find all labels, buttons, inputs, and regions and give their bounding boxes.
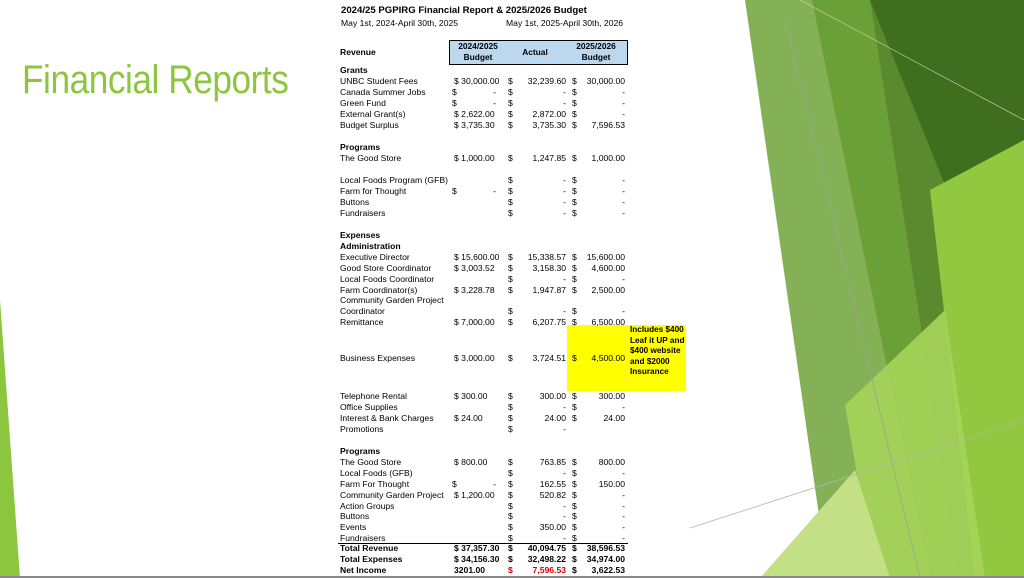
actual-value: 1,247.85	[532, 153, 566, 163]
budget-2425-value: $ 30,000.00	[454, 76, 500, 86]
budget-2526-value: -	[622, 208, 625, 218]
report-title: 2024/25 PGPIRG Financial Report & 2025/2026 Budget	[341, 5, 587, 16]
table-row	[338, 175, 638, 186]
budget-2526-dollar: $	[572, 153, 577, 163]
deco-shape-7	[0, 300, 20, 578]
actual-value: -	[563, 424, 566, 434]
budget-2526-dollar: $	[572, 468, 577, 478]
actual-dollar: $	[508, 457, 513, 467]
header-budget-2526-label: Budget	[581, 52, 611, 62]
budget-2526-dollar: $	[572, 186, 577, 196]
actual-dollar: $	[508, 501, 513, 511]
budget-2526-value: -	[622, 468, 625, 478]
row-label: Action Groups	[340, 501, 395, 511]
actual-dollar: $	[508, 424, 513, 434]
actual-dollar: $	[508, 413, 513, 423]
row-label: UNBC Student Fees	[340, 76, 418, 86]
actual-dollar: $	[508, 554, 513, 564]
actual-dollar: $	[508, 402, 513, 412]
budget-2526-value: 6,500.00	[591, 317, 625, 327]
actual-value: 2,872.00	[532, 109, 566, 119]
budget-2526-value: -	[622, 306, 625, 316]
header-budget-2526-year: 2025/2026	[576, 41, 616, 51]
business-expenses-note: Includes $400 Leaf it UP and $400 website and $2000 Insurance	[628, 325, 686, 391]
table-row	[338, 65, 638, 76]
budget-2526-value: 3,622.53	[591, 565, 625, 575]
actual-dollar: $	[508, 468, 513, 478]
budget-2425-value: $ 7,000.00	[454, 317, 495, 327]
budget-2526-value: -	[622, 402, 625, 412]
budget-2425-value: $ 300.00	[454, 391, 488, 401]
actual-value: 32,239.60	[527, 76, 566, 86]
row-label: The Good Store	[340, 153, 402, 163]
budget-2526-dollar: $	[572, 479, 577, 489]
budget-2526-dollar: $	[572, 263, 577, 273]
actual-value: -	[563, 186, 566, 196]
actual-value: 24.00	[544, 413, 566, 423]
budget-2425-value: $ 2,622.00	[454, 109, 495, 119]
actual-dollar: $	[508, 208, 513, 218]
row-label: Budget Surplus	[340, 120, 399, 130]
row-label: Local Foods Coordinator	[340, 274, 435, 284]
table-row	[338, 424, 638, 435]
budget-2526-dollar: $	[572, 87, 577, 97]
table-row	[338, 142, 638, 153]
budget-2526-dollar: $	[572, 533, 577, 543]
actual-value: 40,094.75	[527, 543, 566, 553]
actual-value: 3,724.51	[532, 353, 566, 363]
budget-2526-value: 7,596.53	[591, 120, 625, 130]
actual-dollar: $	[508, 543, 513, 553]
table-row	[338, 98, 638, 109]
budget-2526-dollar: $	[572, 391, 577, 401]
budget-2425-dash: -	[493, 98, 496, 108]
actual-value: 1,947.87	[532, 285, 566, 295]
budget-2526-value: 300.00	[598, 391, 625, 401]
actual-value: -	[563, 402, 566, 412]
budget-2425-value: $ 15,600.00	[454, 252, 500, 262]
budget-2526-value: 1,000.00	[591, 153, 625, 163]
budget-2526-value: -	[622, 109, 625, 119]
budget-2526-value: 30,000.00	[586, 76, 625, 86]
row-label: Net Income	[340, 565, 387, 575]
actual-value: 15,338.57	[527, 252, 566, 262]
row-label: Farm for Thought	[340, 186, 407, 196]
budget-2526-value: 38,596.53	[586, 543, 625, 553]
row-label: External Grant(s)	[340, 109, 406, 119]
actual-dollar: $	[508, 263, 513, 273]
budget-2526-dollar: $	[572, 457, 577, 467]
budget-2526-dollar: $	[572, 306, 577, 316]
actual-value: 300.00	[539, 391, 566, 401]
actual-value: 162.55	[539, 479, 566, 489]
actual-value: 3,158.30	[532, 263, 566, 273]
actual-value: 520.82	[539, 490, 566, 500]
row-label: Community Garden Project	[340, 295, 444, 305]
actual-dollar: $	[508, 153, 513, 163]
actual-value: 350.00	[539, 522, 566, 532]
row-label: Buttons	[340, 511, 370, 521]
table-row	[338, 511, 638, 522]
actual-dollar: $	[508, 120, 513, 130]
header-budget-2425-year: 2024/2025	[458, 41, 498, 51]
budget-2425-value: $ 800.00	[454, 457, 488, 467]
actual-value: -	[563, 98, 566, 108]
budget-2526-value: -	[622, 98, 625, 108]
table-row	[338, 120, 638, 131]
row-label: Farm For Thought	[340, 479, 410, 489]
actual-dollar: $	[508, 87, 513, 97]
actual-value: -	[563, 208, 566, 218]
table-row	[338, 522, 638, 533]
budget-2526-value: 150.00	[598, 479, 625, 489]
budget-2526-value: -	[622, 175, 625, 185]
budget-2425-dash: -	[493, 479, 496, 489]
row-label: Local Foods (GFB)	[340, 468, 413, 478]
actual-dollar: $	[508, 197, 513, 207]
budget-2425-dash: -	[493, 186, 496, 196]
actual-value: -	[563, 468, 566, 478]
table-row	[338, 153, 638, 164]
budget-2526-dollar: $	[572, 353, 577, 363]
budget-2526-value: 800.00	[598, 457, 625, 467]
row-label: Total Revenue	[340, 543, 399, 553]
budget-2425-value: 3201.00	[454, 565, 486, 575]
row-label: Canada Summer Jobs	[340, 87, 426, 97]
actual-value: -	[563, 306, 566, 316]
totals-rule-top	[338, 543, 628, 544]
table-row	[338, 295, 638, 306]
row-label: Local Foods Program (GFB)	[340, 175, 448, 185]
table-row	[338, 490, 638, 501]
table-row	[338, 87, 638, 98]
row-label: Green Fund	[340, 98, 386, 108]
budget-2526-value: -	[622, 87, 625, 97]
budget-2526-value: 34,974.00	[586, 554, 625, 564]
table-row	[338, 446, 638, 457]
budget-2526-dollar: $	[572, 208, 577, 218]
budget-2526-dollar: $	[572, 98, 577, 108]
budget-2526-value: 4,600.00	[591, 263, 625, 273]
budget-2425-dash: -	[493, 87, 496, 97]
row-label: Business Expenses	[340, 353, 415, 363]
budget-2526-value: 24.00	[603, 413, 625, 423]
header-budget-2425	[449, 40, 506, 65]
row-label: Farm Coordinator(s)	[340, 285, 418, 295]
header-actual: Actual	[505, 40, 565, 65]
budget-2425-value: $ 1,000.00	[454, 153, 495, 163]
row-label: Buttons	[340, 197, 370, 207]
row-label: Executive Director	[340, 252, 410, 262]
actual-value: 7,596.53	[532, 565, 566, 575]
table-row	[338, 391, 638, 402]
budget-2526-dollar: $	[572, 413, 577, 423]
budget-2526-value: -	[622, 522, 625, 532]
budget-2425-value: $ 37,357.30	[454, 543, 500, 553]
actual-value: -	[563, 511, 566, 521]
actual-value: -	[563, 197, 566, 207]
table-row	[338, 208, 638, 219]
row-label: Coordinator	[340, 306, 385, 316]
period-left: May 1st, 2024-April 30th, 2025	[341, 18, 459, 28]
actual-dollar: $	[508, 274, 513, 284]
row-label: Interest & Bank Charges	[340, 413, 434, 423]
actual-dollar: $	[508, 353, 513, 363]
actual-dollar: $	[508, 76, 513, 86]
budget-2425-value: $ 1,200.00	[454, 490, 495, 500]
budget-2425-dollar: $	[452, 186, 457, 196]
table-row	[338, 263, 638, 274]
budget-2526-dollar: $	[572, 76, 577, 86]
row-label: Programs	[340, 142, 381, 152]
actual-value: 763.85	[539, 457, 566, 467]
budget-2425-value: $ 3,735.30	[454, 120, 495, 130]
budget-2526-dollar: $	[572, 109, 577, 119]
budget-2526-dollar: $	[572, 501, 577, 511]
budget-2526-dollar: $	[572, 120, 577, 130]
budget-2526-value: -	[622, 274, 625, 284]
header-budget-2526	[565, 40, 628, 65]
slide-title: Financial Reports	[22, 58, 289, 102]
actual-dollar: $	[508, 98, 513, 108]
actual-dollar: $	[508, 391, 513, 401]
row-label: Good Store Coordinator	[340, 263, 432, 273]
actual-dollar: $	[508, 175, 513, 185]
budget-2526-dollar: $	[572, 511, 577, 521]
budget-2425-value: $ 3,003.52	[454, 263, 495, 273]
budget-2526-dollar: $	[572, 175, 577, 185]
budget-2425-value: $ 3,228.78	[454, 285, 495, 295]
budget-2425-dollar: $	[452, 87, 457, 97]
actual-value: 32,498.22	[527, 554, 566, 564]
budget-2526-dollar: $	[572, 543, 577, 553]
actual-dollar: $	[508, 565, 513, 575]
budget-2526-value: 4,500.00	[591, 353, 625, 363]
table-row	[338, 413, 638, 424]
row-label: Fundraisers	[340, 533, 386, 543]
budget-2526-value: -	[622, 186, 625, 196]
table-row	[338, 76, 638, 87]
budget-2526-dollar: $	[572, 554, 577, 564]
budget-2526-dollar: $	[572, 252, 577, 262]
actual-value: -	[563, 533, 566, 543]
table-row	[338, 402, 638, 413]
table-row	[338, 479, 638, 490]
budget-2526-dollar: $	[572, 522, 577, 532]
budget-2526-dollar: $	[572, 317, 577, 327]
table-row	[338, 252, 638, 263]
header-budget-2425-label: Budget	[463, 52, 493, 62]
row-label: Programs	[340, 446, 381, 456]
budget-2526-value: -	[622, 490, 625, 500]
row-label: Promotions	[340, 424, 384, 434]
budget-2425-value: $ 3,000.00	[454, 353, 495, 363]
table-row	[338, 186, 638, 197]
row-label: Telephone Rental	[340, 391, 407, 401]
budget-2526-value: 15,600.00	[586, 252, 625, 262]
actual-value: -	[563, 274, 566, 284]
budget-2526-dollar: $	[572, 197, 577, 207]
row-label: Community Garden Project	[340, 490, 444, 500]
budget-2425-dollar: $	[452, 479, 457, 489]
table-row	[338, 543, 638, 554]
row-label: The Good Store	[340, 457, 402, 467]
budget-2526-dollar: $	[572, 565, 577, 575]
actual-dollar: $	[508, 285, 513, 295]
table-row	[338, 468, 638, 479]
row-label: Office Supplies	[340, 402, 398, 412]
row-label: Remittance	[340, 317, 384, 327]
table-row	[338, 109, 638, 120]
table-row	[338, 306, 638, 317]
actual-dollar: $	[508, 317, 513, 327]
budget-2425-value: $ 24.00	[454, 413, 483, 423]
actual-dollar: $	[508, 252, 513, 262]
budget-2526-value: -	[622, 511, 625, 521]
budget-2526-value: -	[622, 533, 625, 543]
table-row	[338, 274, 638, 285]
budget-2425-dollar: $	[452, 98, 457, 108]
actual-dollar: $	[508, 186, 513, 196]
actual-dollar: $	[508, 533, 513, 543]
actual-dollar: $	[508, 490, 513, 500]
table-row	[338, 457, 638, 468]
revenue-label: Revenue	[340, 47, 376, 57]
actual-dollar: $	[508, 522, 513, 532]
budget-2526-dollar: $	[572, 285, 577, 295]
budget-2526-value: -	[622, 501, 625, 511]
actual-value: -	[563, 175, 566, 185]
budget-2526-value: 2,500.00	[591, 285, 625, 295]
budget-2526-value: -	[622, 197, 625, 207]
table-row	[338, 197, 638, 208]
table-row	[338, 317, 638, 328]
row-label: Grants	[340, 65, 368, 75]
actual-value: 6,207.75	[532, 317, 566, 327]
budget-2526-dollar: $	[572, 274, 577, 284]
actual-dollar: $	[508, 479, 513, 489]
actual-dollar: $	[508, 109, 513, 119]
row-label: Total Expenses	[340, 554, 403, 564]
row-label: Expenses	[340, 230, 381, 240]
row-label: Fundraisers	[340, 208, 386, 218]
row-label: Events	[340, 522, 367, 532]
table-row	[338, 241, 638, 252]
table-row	[338, 353, 638, 364]
actual-value: -	[563, 87, 566, 97]
period-right: May 1st, 2025-April 30th, 2026	[506, 18, 624, 28]
table-row	[338, 230, 638, 241]
actual-value: -	[563, 501, 566, 511]
budget-2425-value: $ 34,156.30	[454, 554, 500, 564]
row-label: Administration	[340, 241, 401, 251]
budget-2526-dollar: $	[572, 490, 577, 500]
actual-dollar: $	[508, 306, 513, 316]
actual-dollar: $	[508, 511, 513, 521]
budget-2526-dollar: $	[572, 402, 577, 412]
table-row	[338, 565, 638, 576]
actual-value: 3,735.30	[532, 120, 566, 130]
table-row	[338, 554, 638, 565]
